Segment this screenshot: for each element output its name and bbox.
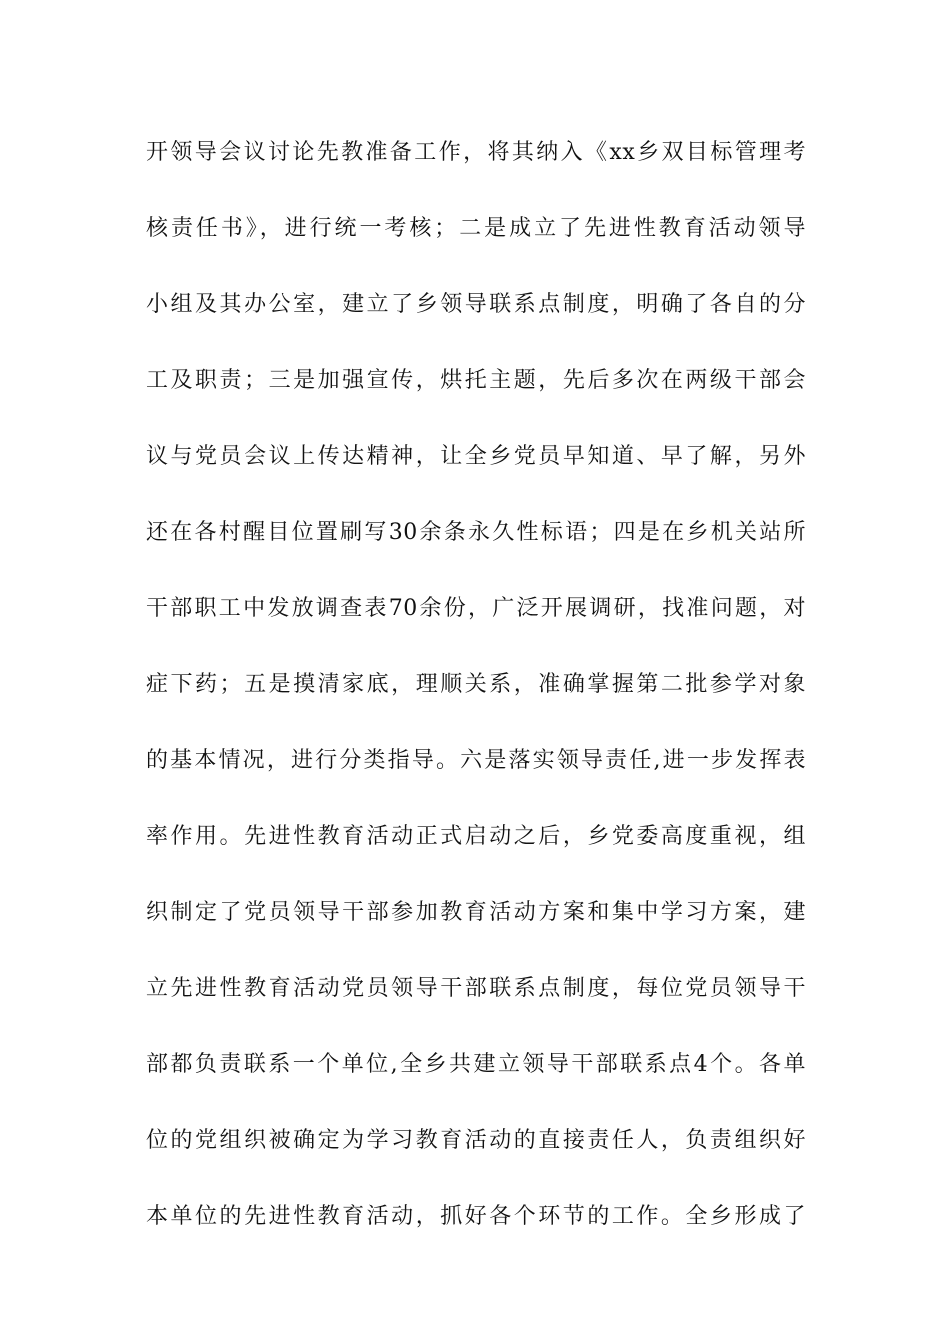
text-line: 部都负责联系一个单位,全乡共建立领导干部联系点4个。各单 (146, 1052, 806, 1077)
text-line: 核责任书》，进行统一考核；二是成立了先进性教育活动领导 (146, 216, 806, 241)
text-line: 工及职责；三是加强宣传，烘托主题，先后多次在两级干部会 (146, 368, 806, 393)
text-line: 干部职工中发放调查表70余份，广泛开展调研，找准问题，对 (146, 596, 806, 621)
text-line: 的基本情况，进行分类指导。六是落实领导责任,进一步发挥表 (146, 748, 806, 773)
text-line: 本单位的先进性教育活动，抓好各个环节的工作。全乡形成了 (146, 1204, 806, 1229)
text-line: 率作用。先进性教育活动正式启动之后，乡党委高度重视，组 (146, 824, 806, 849)
text-line: 位的党组织被确定为学习教育活动的直接责任人，负责组织好 (146, 1128, 806, 1153)
text-line: 议与党员会议上传达精神，让全乡党员早知道、早了解，另外 (146, 444, 806, 469)
text-line: 小组及其办公室，建立了乡领导联系点制度，明确了各自的分 (146, 292, 806, 317)
text-line: 开领导会议讨论先教准备工作，将其纳入《xx乡双目标管理考 (146, 140, 806, 165)
body-paragraph (146, 131, 806, 1271)
text-line: 织制定了党员领导干部参加教育活动方案和集中学习方案，建 (146, 900, 806, 925)
text-line: 还在各村醒目位置刷写30余条永久性标语；四是在乡机关站所 (146, 520, 806, 545)
text-line: 症下药；五是摸清家底，理顺关系，准确掌握第二批参学对象 (146, 672, 806, 697)
text-line: 立先进性教育活动党员领导干部联系点制度，每位党员领导干 (146, 976, 806, 1001)
